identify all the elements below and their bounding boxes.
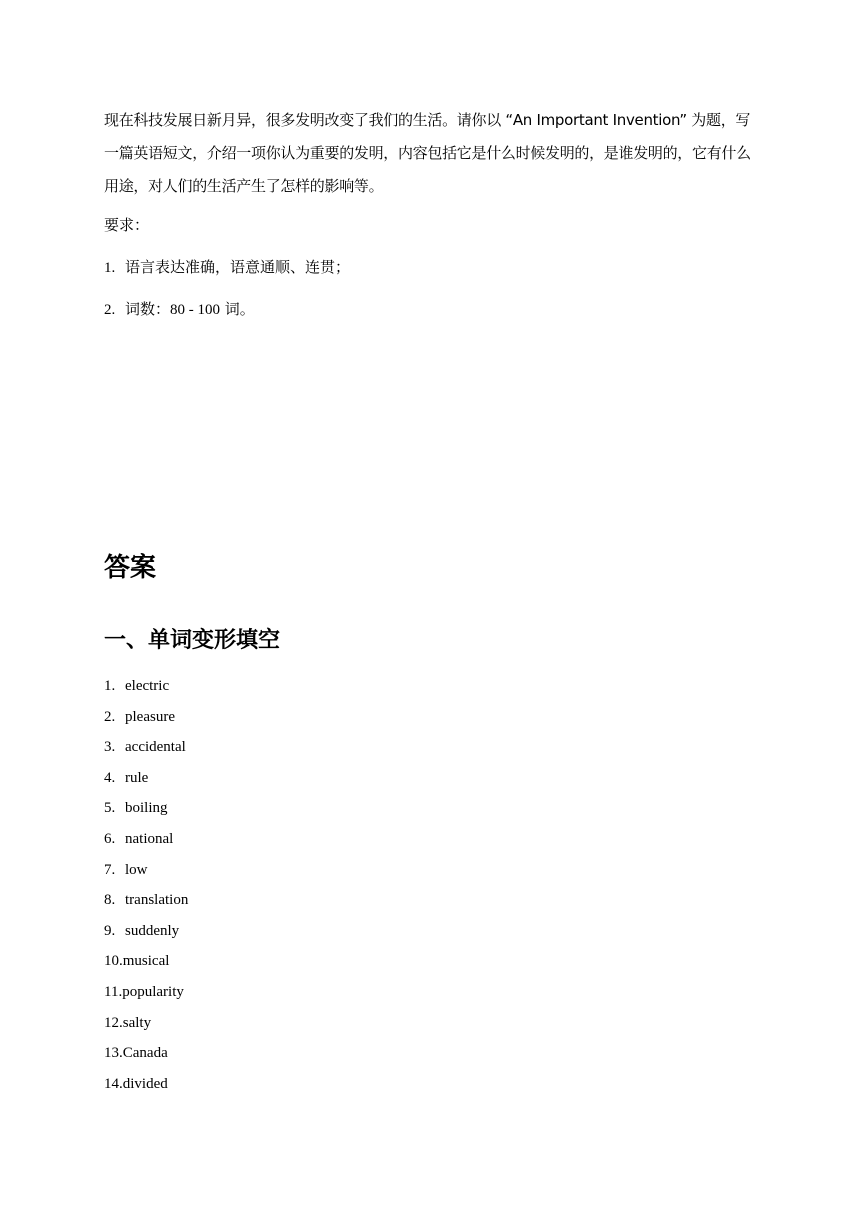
answers-heading: 答案 [104,553,157,583]
answer-number: 6. [104,830,116,847]
list-item [104,858,188,889]
answer-word: electric [125,678,170,694]
answer-word: boiling [125,800,168,817]
answer-number: 8. [104,892,116,909]
answer-word: divided [122,1075,168,1092]
answer-number: 11. [104,983,123,1000]
requirement-number: 1. [104,260,116,276]
answer-number: 3. [104,739,116,756]
answer-word: low [125,861,148,878]
section-heading: 一、单词变形填空 [104,628,281,653]
requirement-number: 2. [104,302,116,318]
requirement-text-suffix: 词。 [220,300,255,318]
list-item [104,980,188,1011]
list-item [104,674,188,705]
list-item [104,705,188,736]
requirements-title: 要求： [104,216,150,234]
list-item [104,919,188,950]
requirement-item [104,254,350,281]
list-item [104,949,188,980]
word-count-range: 80 - 100 [170,302,221,318]
answer-word: Canada [122,1045,168,1062]
answer-number: 5. [104,800,116,817]
answer-number: 14. [104,1075,123,1092]
answer-word: salty [122,1014,152,1031]
answer-number: 2. [104,708,116,725]
answer-number: 7. [104,861,116,878]
answer-number: 9. [104,922,116,939]
list-item [104,1072,188,1103]
answer-number: 4. [104,769,116,786]
answer-word: musical [122,953,170,970]
answer-list [104,674,188,1102]
requirement-text-prefix: 词数： [125,300,171,318]
list-item [104,888,188,919]
answer-number: 12. [104,1014,123,1031]
list-item [104,827,188,858]
answer-word: popularity [122,983,184,1000]
list-item [104,1011,188,1042]
answer-number: 10. [104,953,123,970]
list-item [104,766,188,797]
list-item [104,796,188,827]
list-item [104,735,188,766]
writing-prompt: 现在科技发展日新月异，很多发明改变了我们的生活。请你以 “An Important Invention” 为题，写一篇英语短文，介绍一项你认为重要的发明，内容包括它是什么时候发明的，是谁发明的，它有什么用途，对人们的生活产生了怎样的影响等。 [104,111,751,195]
answer-number: 13. [104,1045,123,1062]
requirement-text: 语言表达准确，语意通顺、连贯； [125,258,351,276]
answer-number: 1. [104,678,116,694]
answer-word: pleasure [125,708,175,725]
answer-word: translation [125,892,189,909]
answer-word: accidental [125,739,186,756]
answer-word: suddenly [125,922,180,939]
answer-word: rule [125,769,149,786]
requirement-item [104,296,255,323]
list-item [104,1041,188,1072]
answer-word: national [125,830,174,847]
